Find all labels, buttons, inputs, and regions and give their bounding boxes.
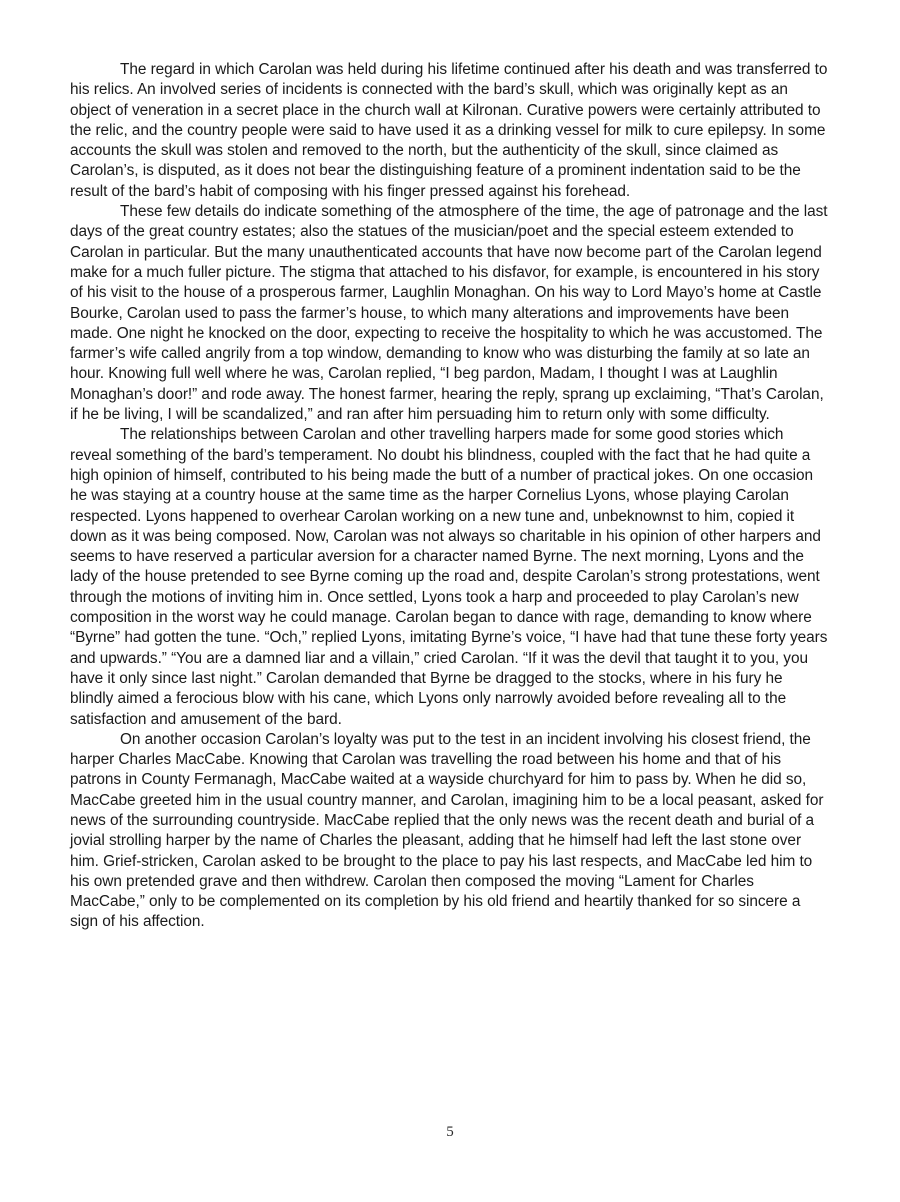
paragraph-maccabe: On another occasion Carolan’s loyalty was put to the test in an incident involving his closest friend, the harper Charles MacCabe. Knowing that Carolan was travelling the road between his home and that of his patrons in County Fermanagh, MacCabe waited at a wayside churchyard for him to pass by. When he did so, MacCabe greeted him in the usual country manner, and Carolan, imagining him to be a local peasant, asked for news of the surrounding countryside. MacCabe replied that the only news was the recent death and burial of a jovial strolling harper by the name of Charles the pleasant, adding that he himself had left the last stone over him. Grief-stricken, Carolan asked to be brought to the place to pay his last respects, and MacCabe led him to his own pretended grave and then withdrew. Carolan then composed the moving “Lament for Charles MacCabe,” only to be complemented on its completion by his old friend and heartily thanked for so sincere a sign of his affection. — [70, 730, 824, 931]
body-text — [70, 60, 828, 933]
page-number: 5 — [446, 1124, 454, 1140]
paragraph-harpers: The relationships between Carolan and other travelling harpers made for some good stories which reveal something of the bard’s temperament. No doubt his blindness, coupled with the fact that he had quite a high opinion of himself, contributed to his being made the butt of a number of practical jokes. On one occasion he was staying at a country house at the same time as the harper Cornelius Lyons, whose playing Carolan respected. Lyons happened to overhear Carolan working on a new tune and, unbeknownst to him, copied it down as it was being composed. Now, Carolan was not always so charitable in his opinion of other harpers and seems to have reserved a particular aversion for a character named Byrne. The next morning, Lyons and the lady of the house pretended to see Byrne coming up the road and, despite Carolan’s strong protestations, went through the motions of inviting him in. Once settled, Lyons took a harp and proceeded to play Carolan’s new composition in the worst way he could manage. Carolan began to dance with rage, demanding to know where “Byrne” had gotten the tune. “Och,” replied Lyons, imitating Byrne’s voice, “I have had that tune these forty years and upwards.” “You are a damned liar and a villain,” cried Carolan. “If it was the devil that taught it to you, you have it only since last night.” Carolan demanded that Byrne be dragged to the stocks, where in his fury he blindly aimed a ferocious blow with his cane, which Lyons only narrowly avoided before revealing all to the satisfaction and amusement of the bard. — [70, 426, 828, 728]
paragraph-patronage: These few details do indicate something of the atmosphere of the time, the age of patronage and the last days of the great country estates; also the statues of the musician/poet and the special esteem extended to Carolan in particular. But the many unauthenticated accounts that have now become part of the Carolan legend make for a much fuller picture. The stigma that attached to his disfavor, for example, is encountered in his story of his visit to the house of a prosperous farmer, Laughlin Monaghan. On his way to Lord Mayo’s home at Castle Bourke, Carolan used to pass the farmer’s house, to which many alterations and improvements have been made. One night he knocked on the door, expecting to receive the hospitality to which he was accustomed. The farmer’s wife called angrily from a top window, demanding to know who was disturbing the family at so late an hour. Knowing full well where he was, Carolan replied, “I beg pardon, Madam, I thought I was at Laughlin Monaghan’s door!” and rode away. The honest farmer, hearing the reply, sprang up exclaiming, “That’s Carolan, if he be living, I will be scandalized,” and ran after him persuading him to return only with some difficulty. — [70, 203, 828, 424]
paragraph-relics: The regard in which Carolan was held during his lifetime continued after his death and was transferred to his relics. An involved series of incidents is connected with the bard’s skull, which was originally kept as an object of veneration in a secret place in the church wall at Kilronan. Curative powers were certainly attributed to the relic, and the country people were said to have used it as a drinking vessel for milk to cure epilepsy. In some accounts the skull was stolen and removed to the north, but the authenticity of the skull, since claimed as Carolan’s, is disputed, as it does not bear the distinguishing feature of a prominent indentation said to be the result of the bard’s habit of composing with his finger pressed against his forehead. — [70, 61, 828, 200]
